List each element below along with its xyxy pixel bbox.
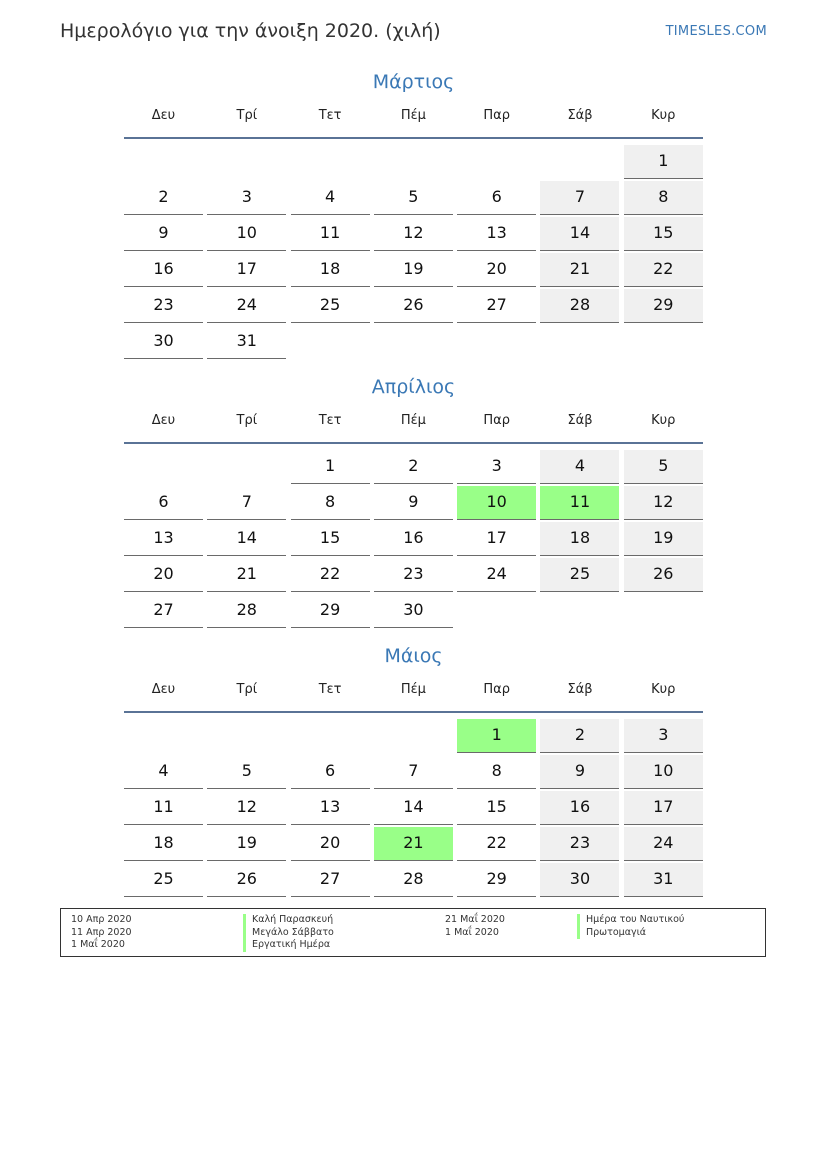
weekday-label: Δευ [151,682,176,697]
day-cell: 23 [540,827,619,861]
empty-cell [457,145,536,179]
day-cell: 25 [540,558,619,592]
day-cell: 2 [374,450,453,484]
empty-cell [291,145,370,179]
day-cell: 28 [374,863,453,897]
empty-cell [124,145,203,179]
day-cell: 31 [207,325,286,359]
weekday-label: Δευ [151,108,176,123]
day-cell: 25 [124,863,203,897]
day-cell: 19 [624,522,703,556]
day-cell: 6 [291,755,370,789]
weekday-label: Σάβ [567,682,593,697]
day-cell: 24 [207,289,286,323]
empty-cell [207,719,286,753]
empty-cell [374,145,453,179]
empty-cell [291,719,370,753]
month-title: Μάιος [384,645,443,667]
day-cell: 2 [124,181,203,215]
weekday-label: Κυρ [651,682,676,697]
empty-cell [124,719,203,753]
day-grid [124,450,703,630]
day-cell: 2 [540,719,619,753]
day-cell: 30 [374,594,453,628]
day-cell: 7 [540,181,619,215]
day-grid [124,719,703,899]
day-cell: 15 [291,522,370,556]
legend-names-left [243,914,334,952]
legend-date: 1 Μαΐ 2020 [71,939,125,950]
legend-names-right [577,914,684,939]
day-cell: 24 [457,558,536,592]
empty-cell [207,450,286,484]
weekday-header [124,107,703,139]
month-may [124,643,703,899]
day-cell: 27 [457,289,536,323]
legend-date: 1 Μαΐ 2020 [445,926,499,938]
month-march [124,69,703,361]
day-cell: 1 [291,450,370,484]
day-cell: 5 [624,450,703,484]
day-cell: 20 [124,558,203,592]
legend-date: 10 Απρ 2020 [71,914,132,925]
day-cell: 28 [207,594,286,628]
day-cell: 12 [624,486,703,520]
weekday-label: Τετ [318,682,342,697]
day-cell: 3 [207,181,286,215]
weekday-label: Παρ [483,682,510,697]
brand-link[interactable]: TIMESLES.COM [665,24,767,39]
weekday-label: Τετ [318,108,342,123]
day-cell: 4 [291,181,370,215]
day-cell: 17 [207,253,286,287]
day-cell: 29 [291,594,370,628]
weekday-label: Πέμ [400,108,426,123]
day-cell: 30 [540,863,619,897]
day-cell: 13 [124,522,203,556]
weekday-label: Σάβ [567,108,593,123]
legend-date: 21 Μαΐ 2020 [445,914,505,925]
weekday-label: Παρ [483,413,510,428]
day-cell: 29 [624,289,703,323]
holiday-legend [60,908,766,957]
empty-cell [124,450,203,484]
weekday-label: Κυρ [651,413,676,428]
day-cell: 19 [374,253,453,287]
day-cell: 14 [207,522,286,556]
weekday-label: Τετ [318,413,342,428]
legend-holiday-name: Καλή Παρασκευή [243,914,334,927]
day-cell: 8 [291,486,370,520]
day-cell: 18 [291,253,370,287]
day-cell: 6 [457,181,536,215]
day-cell: 27 [291,863,370,897]
weekday-label: Τρί [236,682,258,697]
legend-date: 11 Απρ 2020 [71,926,132,938]
day-cell: 23 [124,289,203,323]
day-cell: 20 [457,253,536,287]
weekday-label: Τρί [236,108,258,123]
day-cell: 14 [374,791,453,825]
day-cell: 5 [207,755,286,789]
weekday-header [124,412,703,444]
legend-holiday-name: Ημέρα του Ναυτικού [577,914,684,927]
page-title: Ημερολόγιο για την άνοιξη 2020. (χιλή) [60,20,441,42]
day-cell: 19 [207,827,286,861]
day-cell: 10 [207,217,286,251]
weekday-label: Κυρ [651,108,676,123]
day-cell: 7 [207,486,286,520]
empty-cell [540,145,619,179]
legend-dates-left [71,914,132,952]
weekday-label: Τρί [236,413,258,428]
day-cell: 20 [291,827,370,861]
empty-cell [374,719,453,753]
day-cell: 25 [291,289,370,323]
month-title: Απρίλιος [371,376,456,398]
day-cell: 28 [540,289,619,323]
day-cell: 1 [457,719,536,753]
day-cell: 3 [624,719,703,753]
day-cell: 13 [291,791,370,825]
weekday-label: Σάβ [567,413,593,428]
month-april [124,374,703,630]
day-cell: 21 [540,253,619,287]
empty-cell [207,145,286,179]
weekday-label: Πέμ [400,413,426,428]
day-grid [124,145,703,361]
day-cell: 21 [374,827,453,861]
weekday-label: Δευ [151,413,176,428]
day-cell: 14 [540,217,619,251]
day-cell: 9 [124,217,203,251]
day-cell: 17 [624,791,703,825]
day-cell: 24 [624,827,703,861]
day-cell: 27 [124,594,203,628]
legend-holiday-name: Εργατική Ημέρα [243,939,334,952]
day-cell: 17 [457,522,536,556]
day-cell: 26 [624,558,703,592]
day-cell: 31 [624,863,703,897]
day-cell: 3 [457,450,536,484]
day-cell: 16 [374,522,453,556]
day-cell: 9 [540,755,619,789]
day-cell: 15 [457,791,536,825]
day-cell: 29 [457,863,536,897]
day-cell: 16 [124,253,203,287]
day-cell: 6 [124,486,203,520]
day-cell: 16 [540,791,619,825]
day-cell: 23 [374,558,453,592]
day-cell: 7 [374,755,453,789]
weekday-label: Παρ [483,108,510,123]
day-cell: 22 [624,253,703,287]
day-cell: 11 [124,791,203,825]
day-cell: 26 [207,863,286,897]
day-cell: 18 [124,827,203,861]
day-cell: 22 [457,827,536,861]
day-cell: 9 [374,486,453,520]
day-cell: 1 [624,145,703,179]
day-cell: 8 [624,181,703,215]
day-cell: 13 [457,217,536,251]
day-cell: 26 [374,289,453,323]
day-cell: 8 [457,755,536,789]
day-cell: 12 [207,791,286,825]
day-cell: 22 [291,558,370,592]
day-cell: 18 [540,522,619,556]
day-cell: 15 [624,217,703,251]
day-cell: 30 [124,325,203,359]
legend-dates-right [445,914,505,939]
day-cell: 4 [124,755,203,789]
day-cell: 11 [540,486,619,520]
day-cell: 4 [540,450,619,484]
legend-holiday-name: Πρωτομαγιά [577,927,684,940]
day-cell: 21 [207,558,286,592]
day-cell: 5 [374,181,453,215]
legend-holiday-name: Μεγάλο Σάββατο [243,927,334,940]
day-cell: 10 [457,486,536,520]
day-cell: 12 [374,217,453,251]
weekday-header [124,681,703,713]
weekday-label: Πέμ [400,682,426,697]
month-title: Μάρτιος [372,71,455,93]
day-cell: 11 [291,217,370,251]
day-cell: 10 [624,755,703,789]
